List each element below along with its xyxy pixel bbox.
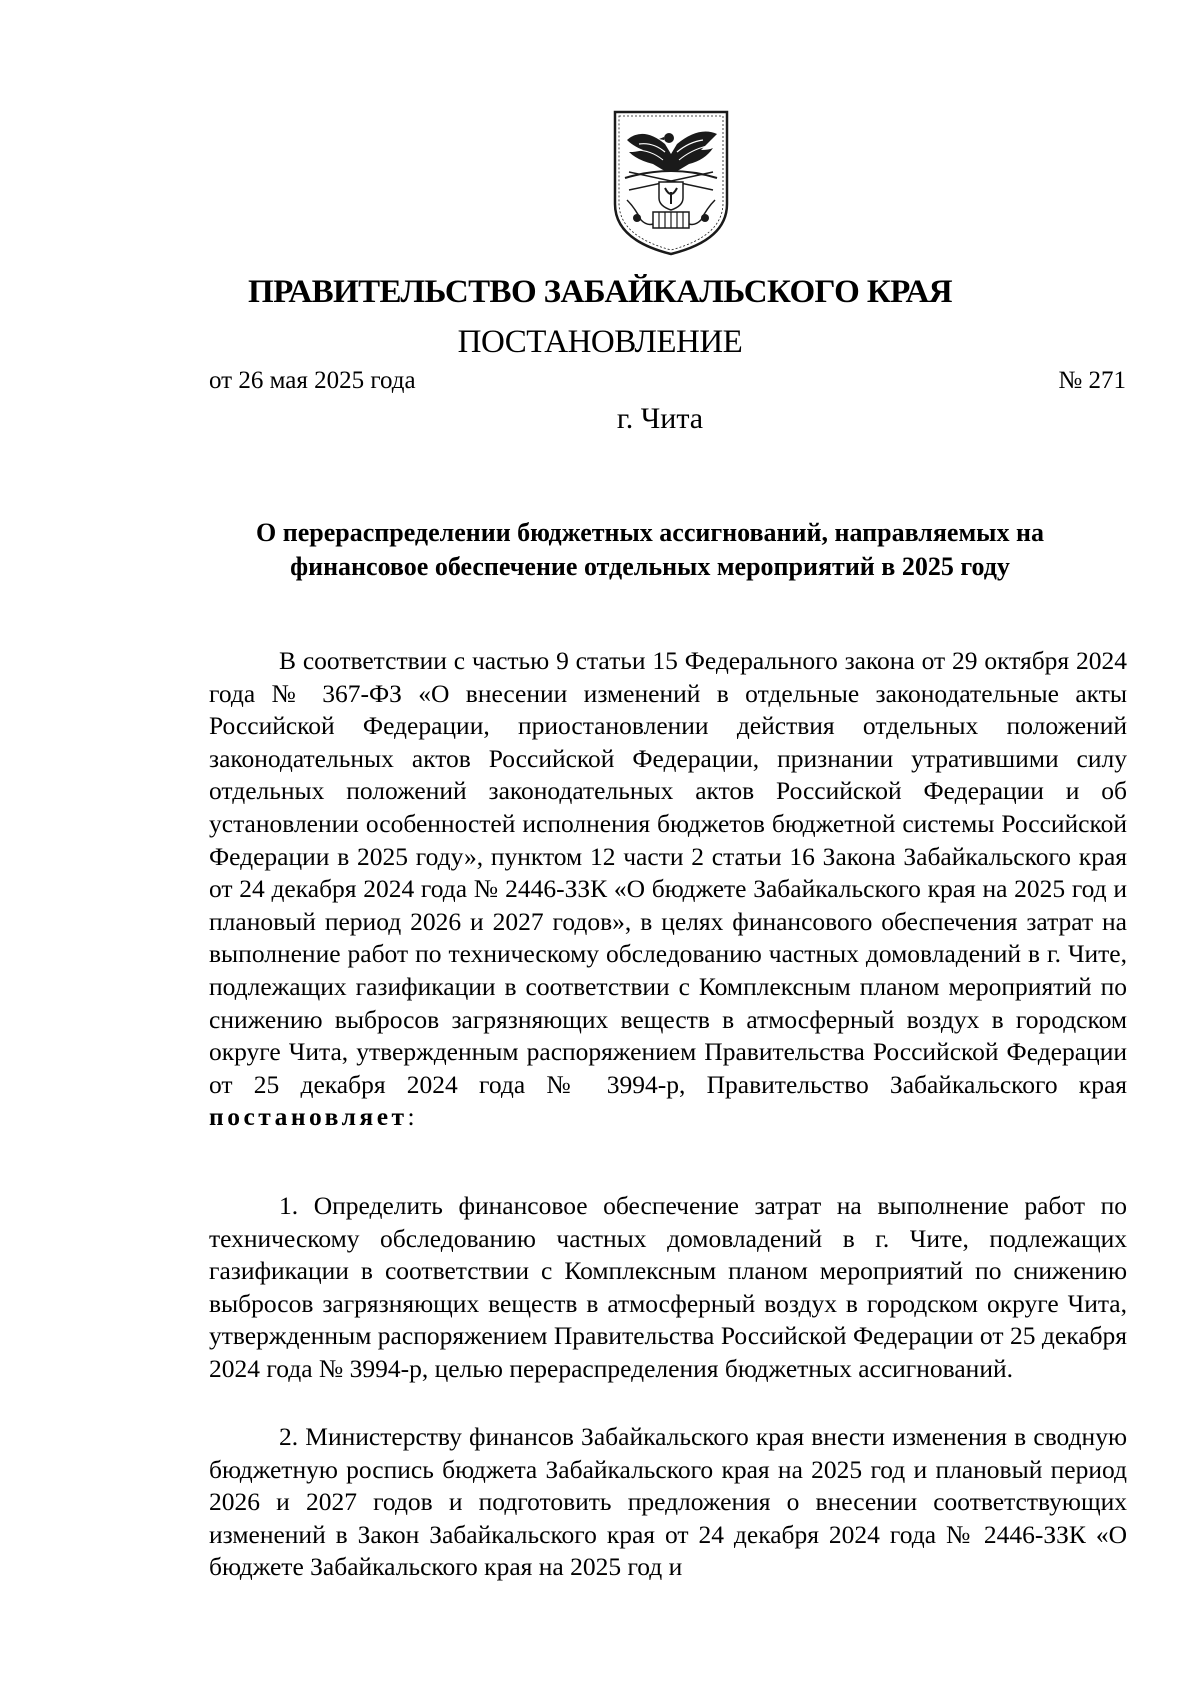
subject-line-1: О перераспределении бюджетных ассигнований, направляемых на (256, 518, 1044, 547)
document-date: от 26 мая 2025 года (209, 367, 416, 394)
government-name: ПРАВИТЕЛЬСТВО ЗАБАЙКАЛЬСКОГО КРАЯ (248, 274, 952, 310)
preamble-text: В соответствии с частью 9 статьи 15 Федерального закона от 29 октября 2024 года № 367-ФЗ «О внесении изменений в отдельные законодательные акты Российской Федерации, приостановлении действия отдельных положений законодательных актов Российской Федерации, признании утратившими силу отдельных положений законодательных актов Российской Федерации и об установлении особенностей исполнения бюджетов бюджетной системы Российской Федерации в 2025 году», пунктом 12 части 2 статьи 16 Закона Забайкальского края от 24 декабря 2024 года № 2446-ЗЗК «О бюджете Забайкальского края на 2025 год и плановый период 2026 и 2027 годов», в целях финансового обеспечения затрат на выполнение работ по техническому обследованию частных домовладений в г. Чите, подлежащих газификации в соответствии с Комплексным планом мероприятий по снижению выбросов загрязняющих веществ в атмосферный воздух в городском округе Чита, утвержденным распоряжением Правительства Российской Федерации от 25 декабря 2024 года № 3994-р, Правительство Забайкальского края (209, 646, 1127, 1099)
preamble-paragraph (209, 645, 1127, 1134)
document-type: ПОСТАНОВЛЕНИЕ (457, 324, 743, 360)
resolves-word: постановляет (209, 1102, 408, 1132)
document-number: № 271 (1058, 367, 1126, 394)
item-2-paragraph: 2. Министерству финансов Забайкальского края внести изменения в сводную бюджетную роспись бюджета Забайкальского края на 2025 год и плановый период 2026 и 2027 годов и подготовить предложения о внесении соответствующих изменений в Закон Забайкальского края от 24 декабря 2024 года № 2446-ЗЗК «О бюджете Забайкальского края на 2025 год и (209, 1422, 1127, 1582)
preamble-colon: : (407, 1102, 415, 1132)
coat-of-arms-icon (609, 108, 733, 256)
document-city: г. Чита (616, 402, 704, 435)
item-1-paragraph: 1. Определить финансовое обеспечение затрат на выполнение работ по техническому обследованию частных домовладений в г. Чите, подлежащих газификации в соответствии с Комплексным планом мероприятий по снижению выбросов загрязняющих веществ в атмосферный воздух в городском округе Чита, утвержденным распоряжением Правительства Российской Федерации от 25 декабря 2024 года № 3994-р, целью перераспределения бюджетных ассигнований. (209, 1191, 1127, 1383)
subject-line-2: финансовое обеспечение отдельных мероприятий в 2025 году (290, 552, 1010, 581)
document-subject (200, 516, 1100, 584)
